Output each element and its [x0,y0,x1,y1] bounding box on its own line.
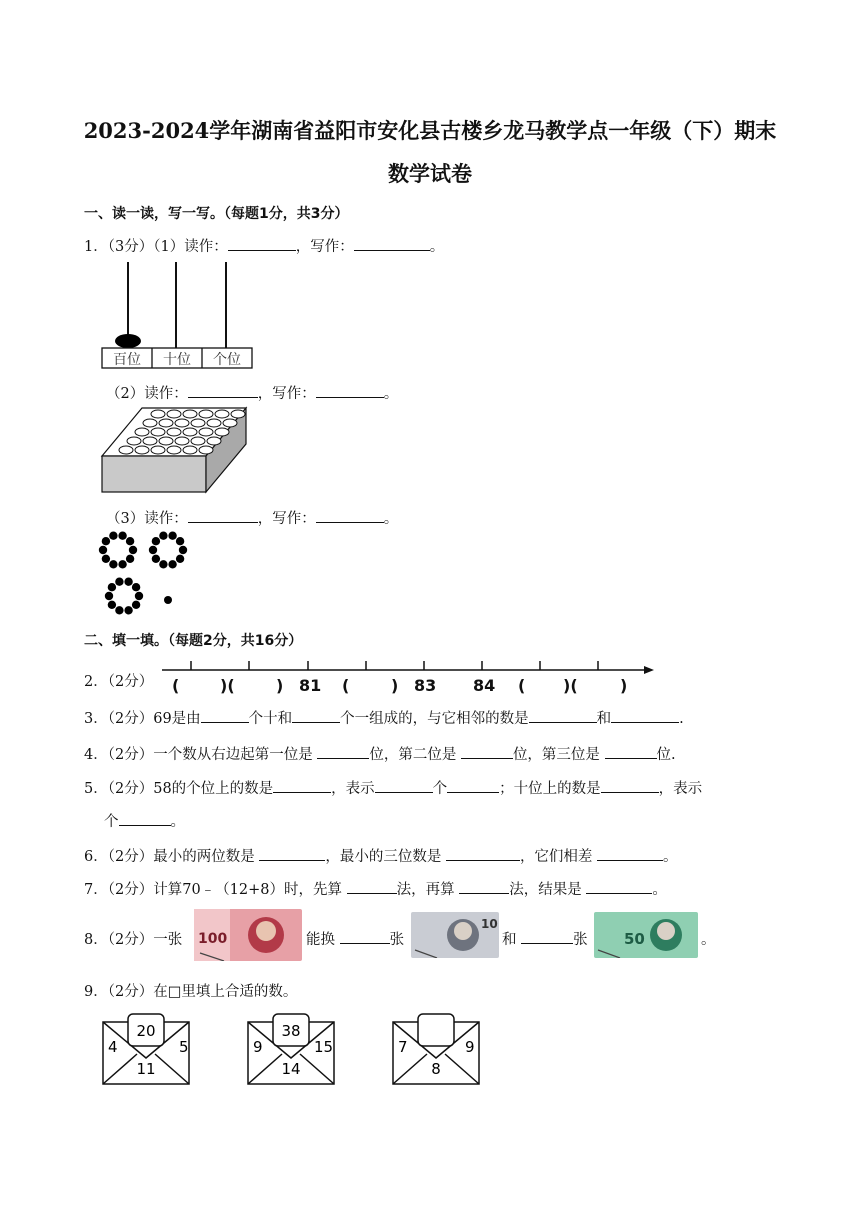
question-score: （2分） [107,849,154,865]
envelope-right-number: 9 [465,1038,475,1056]
paren-close-3: ) [391,676,399,695]
cube-top-circle [199,428,213,436]
punct: . [679,711,684,727]
envelope-puzzle-3 [393,1014,479,1084]
cube-top-circle [143,437,157,445]
envelope-left-number: 7 [398,1038,408,1056]
read-label: （2）读作： [106,386,188,402]
question-text: ；十位上的数是 [499,781,601,797]
abacus-label-hundreds: 百位 [113,352,141,368]
question-5-line-1 [84,777,702,798]
answer-blank[interactable] [340,929,390,944]
question-1-part-3 [106,507,398,528]
question-number: 6． [84,849,108,865]
answer-blank[interactable] [375,778,433,793]
question-score: （2分） [107,984,154,1000]
question-number: 3． [84,711,108,727]
question-text: 能换 [306,932,340,948]
answer-blank[interactable] [228,236,296,251]
answer-blank[interactable] [273,778,331,793]
ring-dot [132,583,140,591]
punct: 。 [429,239,445,255]
read-label: （3）读作： [106,511,188,527]
cube-top-circle [191,419,205,427]
cube-top-circle [207,419,221,427]
cube-box-figure [100,406,250,496]
envelope-bottom-number: 8 [431,1060,441,1078]
answer-blank[interactable] [354,236,430,251]
write-label: ，写作： [257,386,316,402]
question-9 [84,980,297,1001]
cube-top-circle [215,410,229,418]
cube-top-circle [167,428,181,436]
question-score: （2分） [107,932,154,948]
ring-dot [124,578,132,586]
ring-dot [109,560,117,568]
cube-top-circle [135,446,149,454]
question-text: 位，第二位是 [369,747,461,763]
question-text: 个一组成的，与它相邻的数是 [340,711,529,727]
ring-dot [115,606,123,614]
answer-blank[interactable] [461,744,513,759]
question-8-end [502,928,588,949]
question-8-punct: 。 [701,932,716,948]
question-4 [84,743,676,764]
question-1-part-2 [106,382,398,403]
write-label: ，写作： [257,511,316,527]
answer-blank[interactable] [201,708,249,723]
banknote-50-image [594,912,698,958]
cube-top-circle [183,410,197,418]
label-83: 83 [414,676,437,695]
question-number: 9． [84,984,108,1000]
question-text: 58的个位上的数是 [153,781,274,797]
envelope-puzzles [100,1012,500,1088]
page-title-line2: 数学试卷 [388,161,472,186]
answer-blank[interactable] [601,778,659,793]
envelope-right-number: 15 [314,1038,334,1056]
question-number: 4． [84,747,108,763]
abacus-label-ones: 个位 [213,352,241,368]
ring-dot [152,537,160,545]
cube-top-circle [127,437,141,445]
question-number: 5． [84,781,108,797]
ring-dot [99,546,107,554]
question-score: （2分） [107,747,154,763]
cube-top-circle [143,419,157,427]
answer-blank[interactable] [188,508,258,523]
cube-top-circle [231,410,245,418]
answer-blank[interactable] [316,508,384,523]
question-text: ，最小的三位数是 [325,849,446,865]
punct: 。 [383,386,399,402]
question-text: 最小的两位数是 [153,849,260,865]
answer-blank[interactable] [316,383,384,398]
cube-top-circle [175,437,189,445]
banknote-50-value: 50 [624,930,645,948]
answer-blank[interactable] [292,708,340,723]
question-text: 张 [389,932,405,948]
question-text: ，表示 [331,781,375,797]
cube-top-circle [151,428,165,436]
label-84: 84 [473,676,496,695]
ring-dot [149,546,157,554]
answer-blank[interactable] [611,708,679,723]
answer-blank[interactable] [347,879,397,894]
question-number: 8． [84,932,108,948]
question-text: 和 [502,932,522,948]
question-text: 法，结果是 [509,882,587,898]
punct: 。 [652,882,667,898]
cube-top-circle [191,437,205,445]
envelope-top-number: 20 [136,1022,156,1040]
envelope-bottom-number: 14 [281,1060,301,1078]
question-text: 69是由 [153,711,201,727]
answer-blank[interactable] [447,778,499,793]
question-3 [84,707,684,728]
number-line-arrow [644,666,654,674]
question-text: 位. [656,747,676,763]
answer-blank[interactable] [521,929,573,944]
question-8 [84,928,182,949]
answer-blank[interactable] [446,846,520,861]
cube-top-circle [207,437,221,445]
ring-dot [168,532,176,540]
answer-blank[interactable] [597,846,663,861]
question-score: （2分） [107,674,154,690]
abacus-figure [100,258,258,370]
ring-dot [115,578,123,586]
envelope-top-box-empty [418,1014,454,1046]
ring-dot [176,555,184,563]
paren-close-5: ) [620,676,628,695]
ring-dot [118,532,126,540]
banknote-100-value: 100 [198,931,228,947]
question-text: ，表示 [658,781,703,797]
banknote-10-image [411,912,499,958]
label-81: 81 [299,676,322,695]
cube-top-circle [135,428,149,436]
section-heading-2: 二、填一填。（每题2分，共16分） [84,633,303,649]
question-text: 计算70﹣（12+8）时，先算 [153,882,347,898]
cube-top-circle [175,419,189,427]
answer-blank[interactable] [459,879,509,894]
ring-dot [108,601,116,609]
envelope-left-number: 4 [108,1038,118,1056]
answer-blank[interactable] [259,846,325,861]
question-text: ，它们相差 [519,849,598,865]
envelope-top-number: 38 [281,1022,301,1040]
cube-top-circle [223,419,237,427]
envelope-left-number: 9 [253,1038,263,1056]
envelope-right-number: 5 [179,1038,189,1056]
question-score: （2分） [107,882,154,898]
paren-mid-4: )( [563,676,578,695]
number-line [158,658,658,698]
question-2 [84,670,153,691]
cube-top-circle [183,428,197,436]
read-label: （1）读作： [153,239,228,255]
question-score: （2分） [107,711,154,727]
question-number: 1． [84,239,108,255]
ring-dot [108,583,116,591]
ring-dot [126,537,134,545]
paren-close-2: ) [276,676,284,695]
answer-blank[interactable] [317,744,369,759]
ring-dot [105,592,113,600]
question-8-mid [306,928,404,949]
ring-dot [176,537,184,545]
question-score: （2分） [107,781,154,797]
question-7 [84,878,667,899]
cube-top-circle [151,446,165,454]
cube-top-circle [183,446,197,454]
answer-blank[interactable] [605,744,657,759]
abacus-label-tens: 十位 [163,352,191,368]
ring-dot [109,532,117,540]
question-5-line-2 [104,810,185,831]
abacus-bead [115,334,141,348]
cube-top-circle [119,446,133,454]
cube-top-circle [199,446,213,454]
cube-top-circle [199,410,213,418]
envelope-puzzle-2 [248,1014,334,1084]
answer-blank[interactable] [586,879,652,894]
cube-top-circle [167,446,181,454]
single-dot [164,596,172,604]
question-text: 和 [596,711,612,727]
ring-dot [102,555,110,563]
question-text: 一张 [153,932,183,948]
question-text: 个 [432,781,448,797]
cube-top-circle [159,437,173,445]
question-text: 张 [573,932,588,948]
paren-open-3: ( [342,676,350,695]
envelope-bottom-number: 11 [136,1060,156,1078]
paren-open-4: ( [518,676,526,695]
ring-dot [102,537,110,545]
question-text: 个十和 [248,711,293,727]
cube-top-circle [159,419,173,427]
question-score: （3分） [107,239,154,255]
paren-open-1: ( [172,676,180,695]
ring-dot [152,555,160,563]
punct: 。 [663,849,678,865]
question-text: 一个数从右边起第一位是 [153,747,318,763]
question-number: 2． [84,674,108,690]
question-number: 7． [84,882,108,898]
ring-dot [135,592,143,600]
answer-blank[interactable] [119,811,171,826]
question-6 [84,845,678,866]
question-text: 个 [104,814,119,830]
question-text: 位，第三位是 [512,747,605,763]
question-text: 在□里填上合适的数。 [153,984,298,1000]
cube-top-circle [151,410,165,418]
write-label: ，写作： [295,239,354,255]
paren-mid-1: )( [220,676,235,695]
banknote-10-value: 10 [481,917,498,931]
punct: 。 [170,814,185,830]
dot-rings-figure [98,530,198,622]
question-1-part-1 [84,235,444,256]
ring-dot [168,560,176,568]
ring-dot [179,546,187,554]
punct: 。 [383,511,399,527]
banknote-100-image [194,909,302,961]
cube-top-circle [167,410,181,418]
ring-dot [159,532,167,540]
ring-dot [159,560,167,568]
answer-blank[interactable] [529,708,597,723]
ring-dot [118,560,126,568]
cube-top-circle [215,428,229,436]
ring-dot [124,606,132,614]
envelope-puzzle-1 [103,1014,189,1084]
question-text: 法，再算 [396,882,460,898]
section-heading-1: 一、读一读，写一写。（每题1分，共3分） [84,206,349,222]
answer-blank[interactable] [188,383,258,398]
ring-dot [126,555,134,563]
page-title: 2023-2024学年湖南省益阳市安化县古楼乡龙马教学点一年级（下）期末 [83,118,777,143]
ring-dot [129,546,137,554]
ring-dot [132,601,140,609]
